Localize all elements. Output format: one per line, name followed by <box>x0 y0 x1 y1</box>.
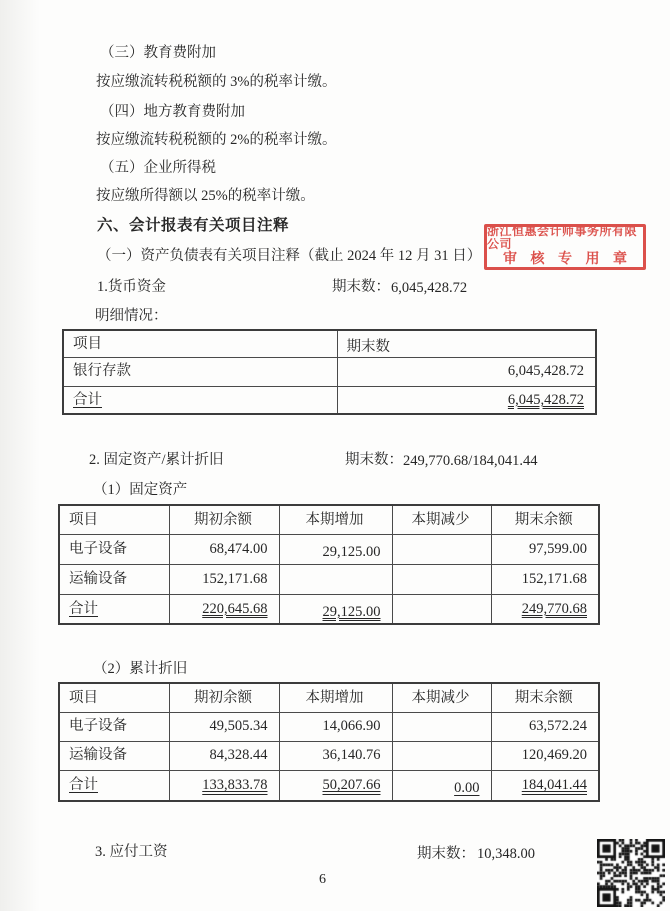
cell-value: 6,045,428.72 <box>337 386 596 414</box>
col-header: 项目 <box>63 330 337 357</box>
row-label: 合计 <box>59 770 169 801</box>
table-header-row <box>59 505 599 534</box>
table-total-row <box>63 386 596 414</box>
cell-value: 249,770.68 <box>491 594 599 624</box>
col-header: 项目 <box>59 683 169 712</box>
depreciation-table <box>58 682 600 802</box>
ending-balance-value: 249,770.68/184,041.44 <box>403 453 538 469</box>
table-total-row <box>59 594 599 624</box>
item-cash-label: 1.货币资金 <box>97 279 166 295</box>
row-label: 电子设备 <box>59 534 169 564</box>
qr-code <box>597 839 665 907</box>
cell-value: 49,505.34 <box>169 712 279 741</box>
cell-value: 84,328.44 <box>169 741 279 770</box>
tax-note-heading: （四）地方教育费附加 <box>100 104 245 120</box>
cell-value: 29,125.00 <box>279 597 392 627</box>
table-row <box>59 534 599 564</box>
fixed-assets-table <box>58 504 600 625</box>
cell-value <box>392 712 491 741</box>
table-header-row <box>63 330 596 357</box>
ending-balance-value: 6,045,428.72 <box>391 280 468 296</box>
tax-note-heading: （三）教育费附加 <box>100 45 216 61</box>
row-label: 运输设备 <box>59 741 169 770</box>
col-header: 期初余额 <box>169 683 279 712</box>
cell-value <box>279 564 392 594</box>
table-row <box>63 357 596 386</box>
cell-value: 120,469.20 <box>491 741 599 770</box>
subsection-title: （一）资产负债表有关项目注释（截止 2024 年 12 月 31 日） <box>97 248 482 264</box>
col-header: 期末余额 <box>491 505 599 534</box>
cash-table <box>62 329 597 415</box>
detail-label: 明细情况： <box>95 308 168 324</box>
row-label: 合计 <box>63 386 337 414</box>
cell-value <box>392 594 491 624</box>
cell-value: 29,125.00 <box>279 537 392 567</box>
row-label: 合计 <box>59 594 169 624</box>
cell-value: 184,041.44 <box>491 770 599 801</box>
sub-item-label: （2）累计折旧 <box>93 661 188 677</box>
cell-value: 133,833.78 <box>169 770 279 801</box>
cell-value: 220,645.68 <box>169 594 279 624</box>
sub-item-label: （1）固定资产 <box>93 482 188 498</box>
ending-balance-label: 期末数： <box>332 279 390 295</box>
cell-value: 14,066.90 <box>279 712 392 741</box>
col-header: 期末余额 <box>491 683 599 712</box>
audit-stamp <box>484 224 646 270</box>
table-row <box>59 712 599 741</box>
tax-note-body: 按应缴流转税税额的 2%的税率计缴。 <box>96 132 337 148</box>
cell-value <box>392 534 491 564</box>
ending-balance-label: 期末数： <box>417 846 475 862</box>
col-header: 本期减少 <box>392 683 491 712</box>
page-number: 6 <box>319 872 326 887</box>
cell-value: 0.00 <box>392 773 491 804</box>
tax-note-heading: （五）企业所得税 <box>100 160 216 176</box>
col-header: 本期增加 <box>279 683 392 712</box>
cell-value: 97,599.00 <box>491 534 599 564</box>
ending-balance-value: 10,348.00 <box>477 846 535 862</box>
item-payroll-label: 3. 应付工资 <box>95 844 168 860</box>
row-label: 电子设备 <box>59 712 169 741</box>
col-header: 本期减少 <box>392 505 491 534</box>
table-row <box>59 564 599 594</box>
tax-note-body: 按应缴流转税税额的 3%的税率计缴。 <box>96 74 337 90</box>
cell-value: 68,474.00 <box>169 534 279 564</box>
cell-value: 63,572.24 <box>491 712 599 741</box>
tax-note-body: 按应缴所得额以 25%的税率计缴。 <box>96 188 315 204</box>
stamp-seal-text: 审 核 专 用 章 <box>503 252 632 268</box>
cell-value <box>392 741 491 770</box>
item-fixed-assets-label: 2. 固定资产/累计折旧 <box>89 452 224 468</box>
cell-value <box>392 564 491 594</box>
row-label: 银行存款 <box>63 357 337 386</box>
table-total-row <box>59 770 599 801</box>
col-header: 期末数 <box>337 333 596 360</box>
cell-value: 36,140.76 <box>279 741 392 770</box>
table-row <box>59 741 599 770</box>
col-header: 项目 <box>59 505 169 534</box>
cell-value: 152,171.68 <box>491 564 599 594</box>
table-header-row <box>59 683 599 712</box>
stamp-firm-name: 浙江恒惠会计师事务所有限公司 <box>487 223 638 252</box>
cell-value: 6,045,428.72 <box>337 357 596 386</box>
section-title: 六、会计报表有关项目注释 <box>97 217 290 234</box>
ending-balance-label: 期末数： <box>345 452 403 468</box>
col-header: 本期增加 <box>279 505 392 534</box>
col-header: 期初余额 <box>169 505 279 534</box>
cell-value: 50,207.66 <box>279 770 392 801</box>
cell-value: 152,171.68 <box>169 564 279 594</box>
row-label: 运输设备 <box>59 564 169 594</box>
